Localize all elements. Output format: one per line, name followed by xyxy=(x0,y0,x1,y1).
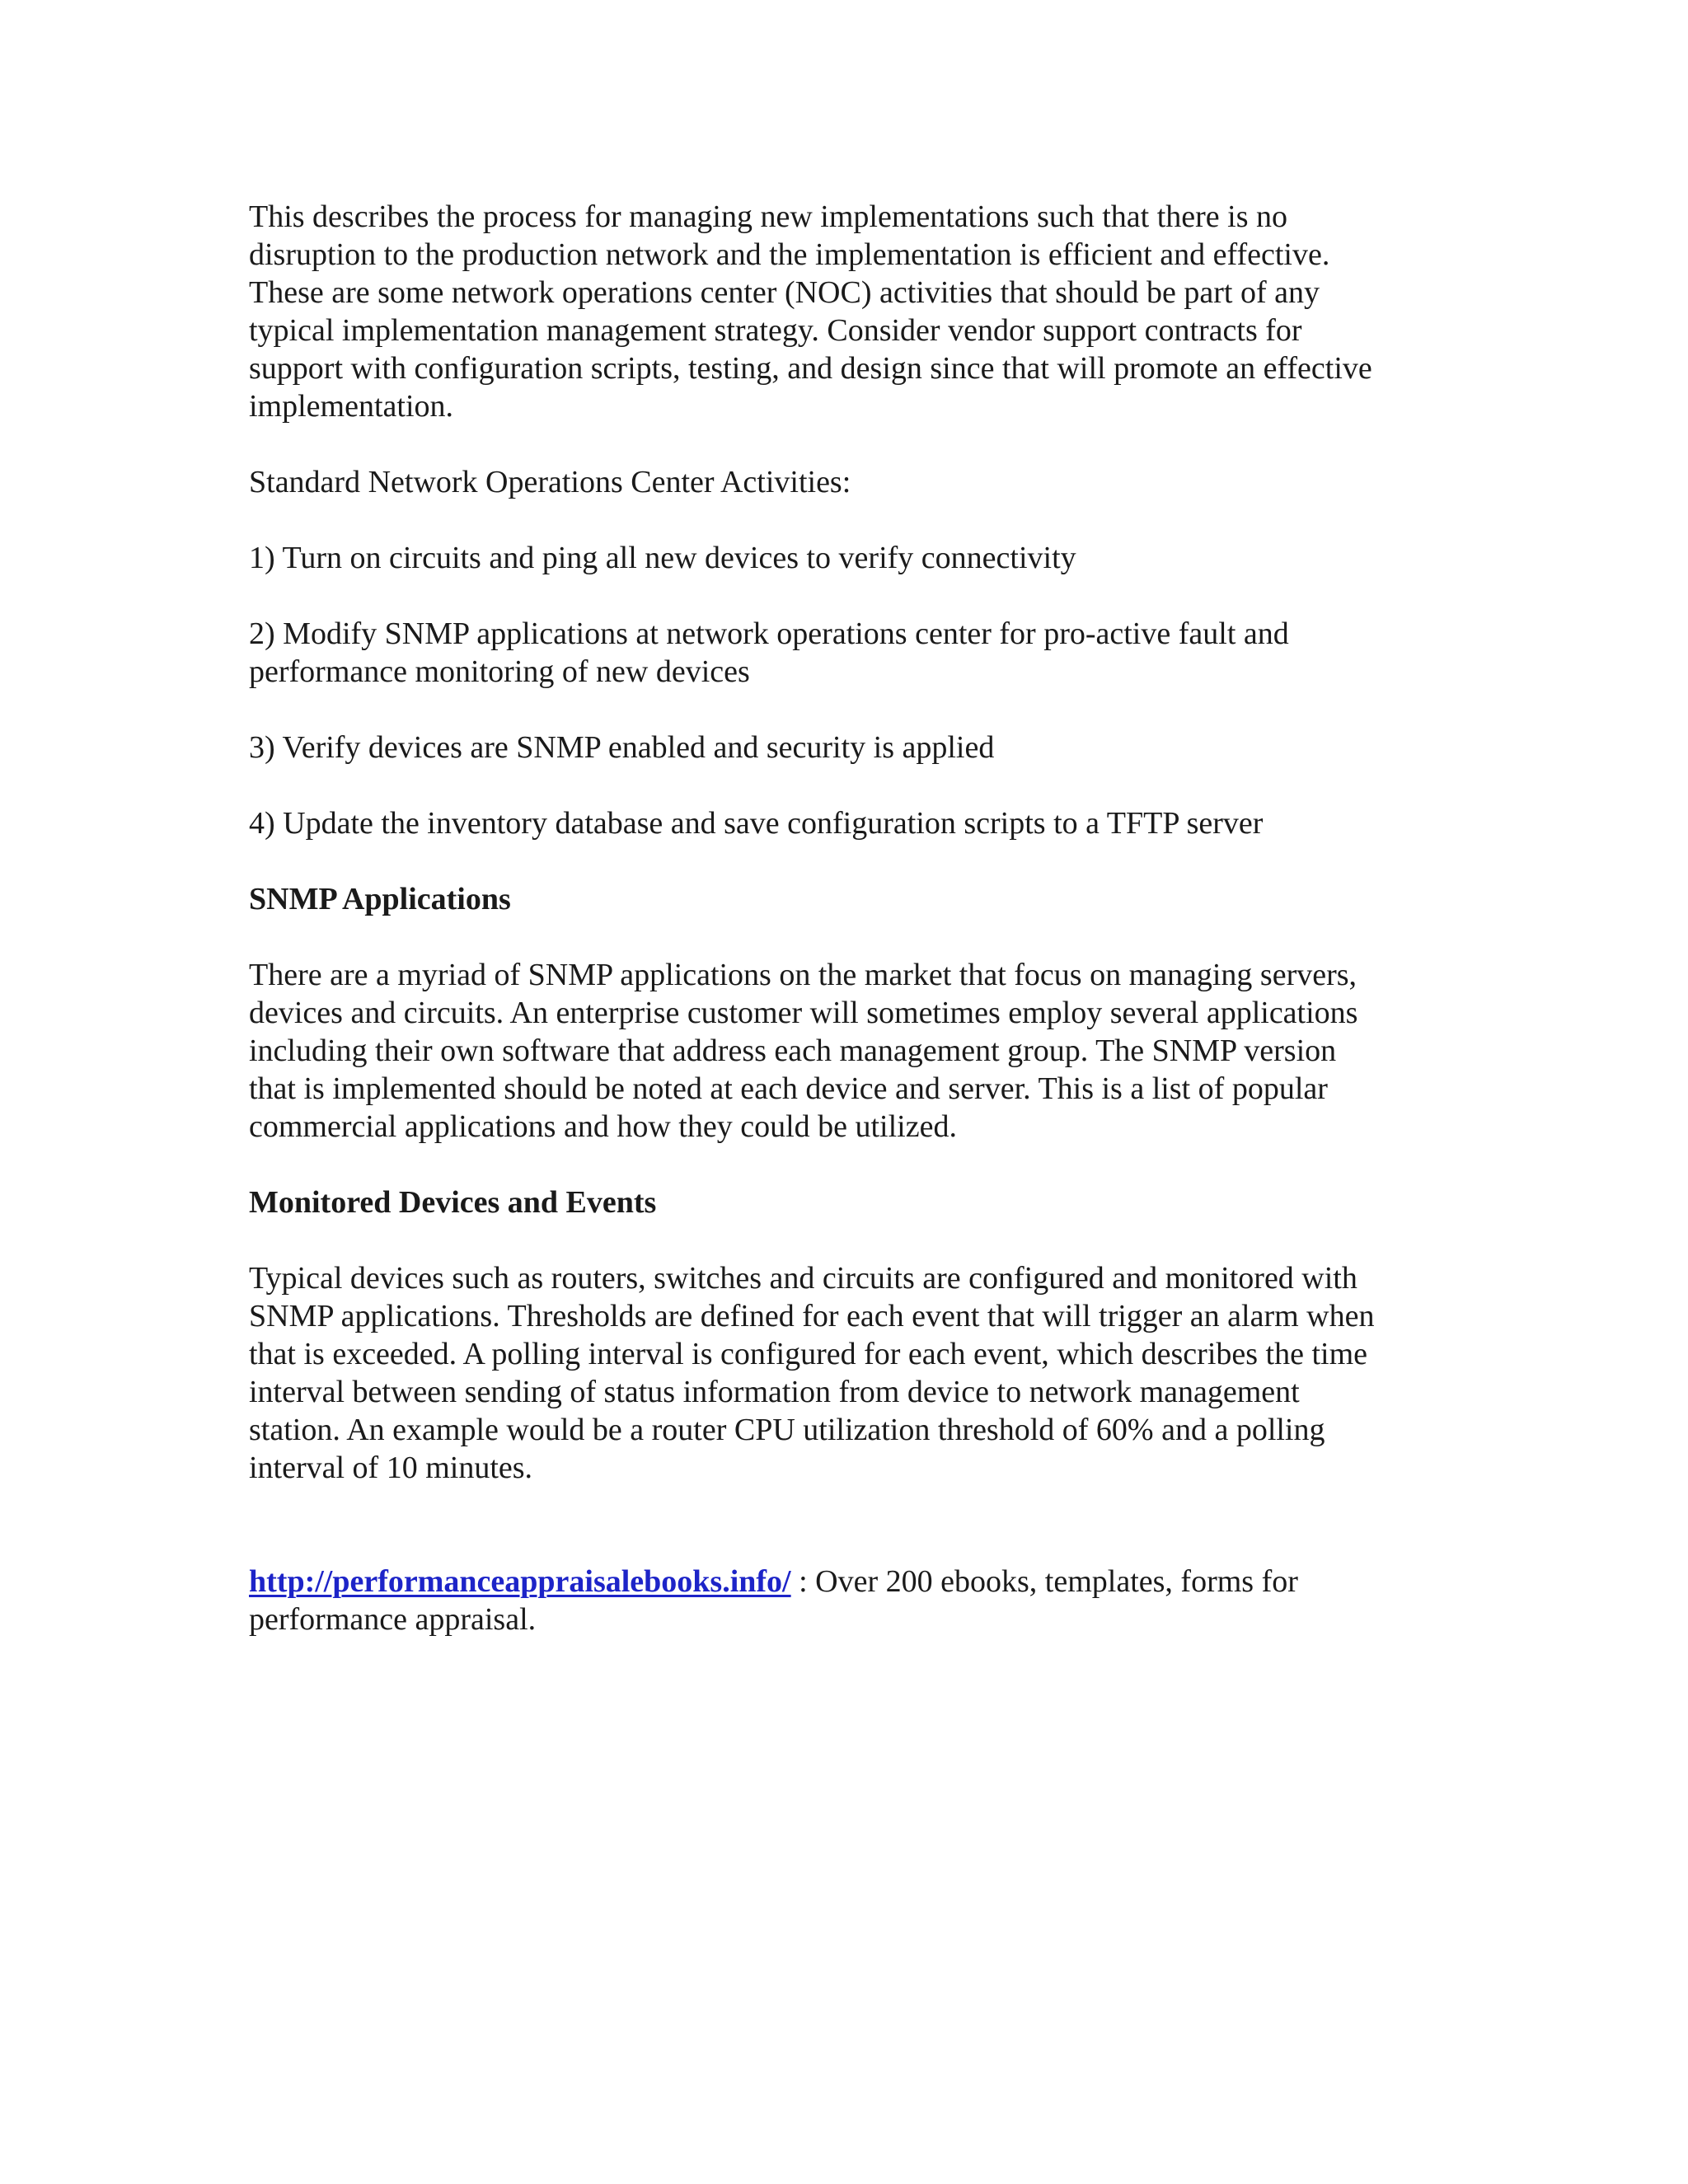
activities-title: Standard Network Operations Center Activities: xyxy=(249,465,851,499)
monitored-devices-heading: Monitored Devices and Events xyxy=(249,1185,657,1220)
activity-item-2: 2) Modify SNMP applications at network operations center for pro-active fault and performance monitoring of new devices xyxy=(249,616,1289,689)
footer-text: : Over 200 ebooks, templates, forms for performance appraisal. xyxy=(249,1564,1298,1637)
snmp-applications-paragraph: There are a myriad of SNMP applications on the market that focus on managing servers, devices and circuits. An enterprise customer will sometimes employ several applications including their own software that address each management group. The SNMP version that is implemented should be noted at each device and server. This is a list of popular commercial applications and how they could be utilized. xyxy=(249,958,1358,1144)
footer-paragraph xyxy=(249,1563,1452,1638)
snmp-applications-heading: SNMP Applications xyxy=(249,882,511,916)
intro-paragraph: This describes the process for managing new implementations such that there is no disruption to the production network and the implementation is efficient and effective. These are some network operations center (NOC) activities that should be part of any typical implementation management strategy. Consider vendor support contracts for support with configuration scripts, testing, and design since that will promote an effective implementation. xyxy=(249,199,1372,424)
monitored-devices-paragraph: Typical devices such as routers, switches and circuits are configured and monitored with SNMP applications. Thresholds are defined for each event that will trigger an alarm when that is exceeded. A polling interval is configured for each event, which describes the time interval between sending of status information from device to network management station. An example would be a router CPU utilization threshold of 60% and a polling interval of 10 minutes. xyxy=(249,1261,1375,1485)
activity-item-1: 1) Turn on circuits and ping all new devices to verify connectivity xyxy=(249,541,1076,575)
activity-item-3: 3) Verify devices are SNMP enabled and security is applied xyxy=(249,730,995,765)
document-content xyxy=(249,198,1452,1638)
activity-item-4: 4) Update the inventory database and save configuration scripts to a TFTP server xyxy=(249,806,1264,841)
footer-link[interactable]: http://performanceappraisalebooks.info/ xyxy=(249,1564,791,1599)
